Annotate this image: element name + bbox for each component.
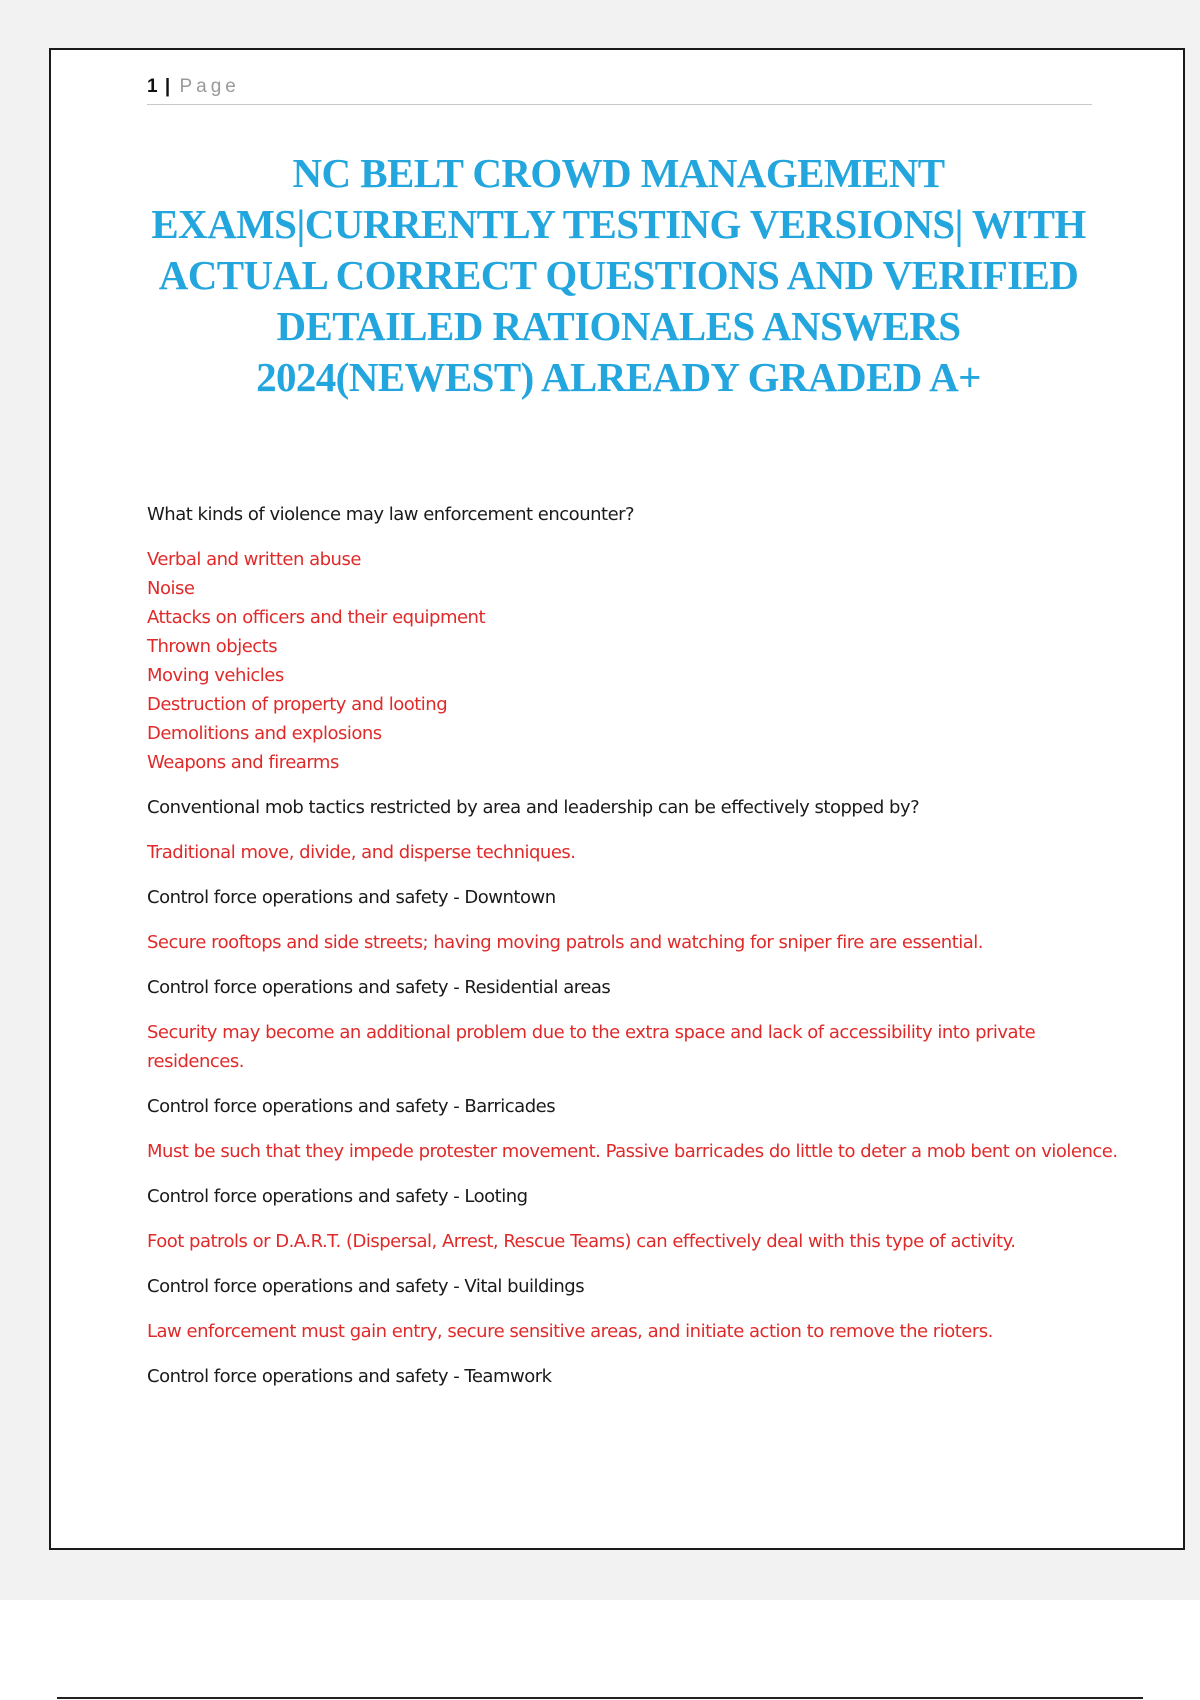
qa-section (147, 500, 1137, 1407)
answer-list-item: Noise (147, 578, 195, 599)
answer-list-item: Weapons and firearms (147, 752, 339, 773)
question: Control force operations and safety - Downtown (147, 887, 556, 908)
question: Control force operations and safety - Looting (147, 1186, 528, 1207)
answer: Foot patrols or D.A.R.T. (Dispersal, Arrest, Rescue Teams) can effectively deal with this type of activity. (147, 1231, 1016, 1252)
qa-item (147, 1272, 1137, 1346)
answer-list (147, 545, 1137, 777)
qa-item (147, 883, 1137, 957)
qa-item (147, 500, 1137, 777)
answer: Traditional move, divide, and disperse techniques. (147, 842, 576, 863)
question: Control force operations and safety - Vital buildings (147, 1276, 585, 1297)
answer-list-item: Moving vehicles (147, 665, 284, 686)
answer-list-item: Attacks on officers and their equipment (147, 607, 486, 628)
page-label: Page (179, 76, 240, 97)
answer: Security may become an additional problem due to the extra space and lack of accessibility into private residences. (147, 1022, 1036, 1072)
page-separator: | (164, 76, 171, 97)
qa-item (147, 973, 1137, 1076)
page-number: 1 (147, 76, 158, 97)
question: Control force operations and safety - Barricades (147, 1096, 556, 1117)
page-header (147, 74, 1092, 105)
answer: Secure rooftops and side streets; having moving patrols and watching for sniper fire are essential. (147, 932, 984, 953)
answer-list-item: Destruction of property and looting (147, 694, 448, 715)
question: Control force operations and safety - Residential areas (147, 977, 611, 998)
document-page (49, 48, 1185, 1550)
question: What kinds of violence may law enforcement encounter? (147, 504, 635, 525)
question: Control force operations and safety - Teamwork (147, 1366, 552, 1387)
answer-list-item: Verbal and written abuse (147, 549, 361, 570)
next-page-edge (57, 1697, 1143, 1699)
answer: Law enforcement must gain entry, secure sensitive areas, and initiate action to remove the rioters. (147, 1321, 993, 1342)
question: Conventional mob tactics restricted by area and leadership can be effectively stopped by? (147, 797, 920, 818)
qa-item (147, 793, 1137, 867)
document-title: NC BELT CROWD MANAGEMENT EXAMS|CURRENTLY TESTING VERSIONS| WITH ACTUAL CORRECT QUESTIONS AND VERIFIED DETAILED RATIONALES ANSWERS 2024(NEWEST) ALREADY GRADED A+ (151, 150, 1086, 400)
answer-list-item: Demolitions and explosions (147, 723, 382, 744)
qa-item (147, 1362, 1137, 1391)
answer-list-item: Thrown objects (147, 636, 278, 657)
qa-item (147, 1182, 1137, 1256)
answer: Must be such that they impede protester movement. Passive barricades do little to deter a mob bent on violence. (147, 1141, 1118, 1162)
qa-item (147, 1092, 1137, 1166)
